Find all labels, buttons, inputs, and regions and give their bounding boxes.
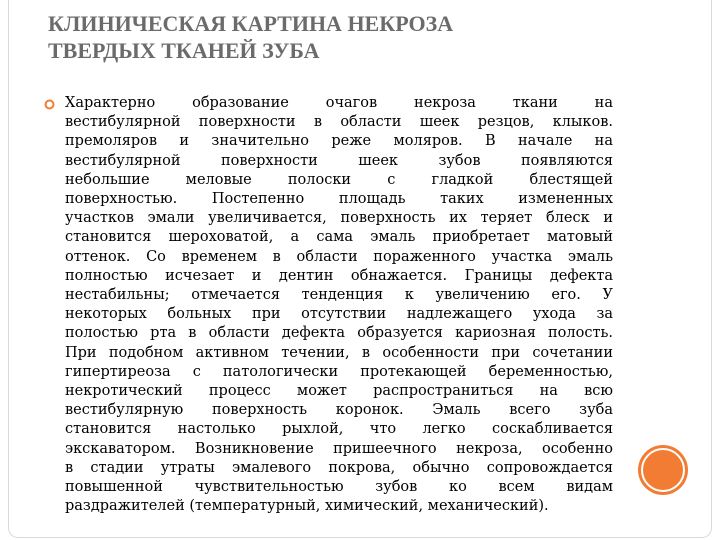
body-line: экскаватором. Возникновение пришеечного некроза, особенно xyxy=(65,440,613,457)
body-line: оттенок. Со временем в области пораженного участка эмаль xyxy=(65,248,613,265)
slide-title-line-2: ТВЕРДЫХ ТКАНЕЙ ЗУБА xyxy=(48,38,320,63)
body-line: в стадии утраты эмалевого покрова, обычно сопровождается xyxy=(65,459,613,476)
slide-body-text xyxy=(65,94,613,516)
body-line: вестибулярной поверхности в области шеек резцов, клыков. xyxy=(65,114,613,131)
body-line: поверхностью. Постепенно площадь таких измененных xyxy=(65,191,613,208)
orange-ring-bullet-icon xyxy=(44,99,55,110)
body-line: полностью исчезает и дентин обнажается. Границы дефекта xyxy=(65,267,613,284)
body-line: становится настолько рыхлой, что легко соскабливается xyxy=(65,421,613,438)
body-line: небольшие меловые полоски с гладкой блестящей xyxy=(65,171,613,188)
body-line: повышенной чувствительностью зубов ко всем видам xyxy=(65,479,613,496)
body-line: гипертиреоза с патологически протекающей беременностью, xyxy=(65,363,613,380)
body-line: становится шероховатой, а сама эмаль приобретает матовый xyxy=(65,229,613,246)
body-line: некоторых больных при отсутствии надлежащего ухода за xyxy=(65,306,613,323)
slide-title-line-1: КЛИНИЧЕСКАЯ КАРТИНА НЕКРОЗА xyxy=(48,11,454,36)
body-line: Характерно образование очагов некроза ткани на xyxy=(65,95,613,111)
body-line: вестибулярную поверхность коронок. Эмаль всего зуба xyxy=(65,402,613,419)
body-line: При подобном активном течении, в особенности при сочетании xyxy=(65,344,613,361)
body-line: нестабильны; отмечается тенденция к увеличению его. У xyxy=(65,287,613,304)
body-line: премоляров и значительно реже моляров. В начале на xyxy=(65,133,613,150)
decorative-circle-ring xyxy=(641,448,685,492)
body-line: раздражителей (температурный, химический, механический). xyxy=(65,498,549,515)
slide-title xyxy=(48,10,648,64)
body-line: полостью рта в области дефекта образуется кариозная полость. xyxy=(65,325,613,342)
body-line: участков эмали увеличивается, поверхность их теряет блеск и xyxy=(65,210,613,227)
body-line: некротический процесс может распространиться на всю xyxy=(65,383,613,400)
body-line: вестибулярной поверхности шеек зубов появляются xyxy=(65,152,613,169)
